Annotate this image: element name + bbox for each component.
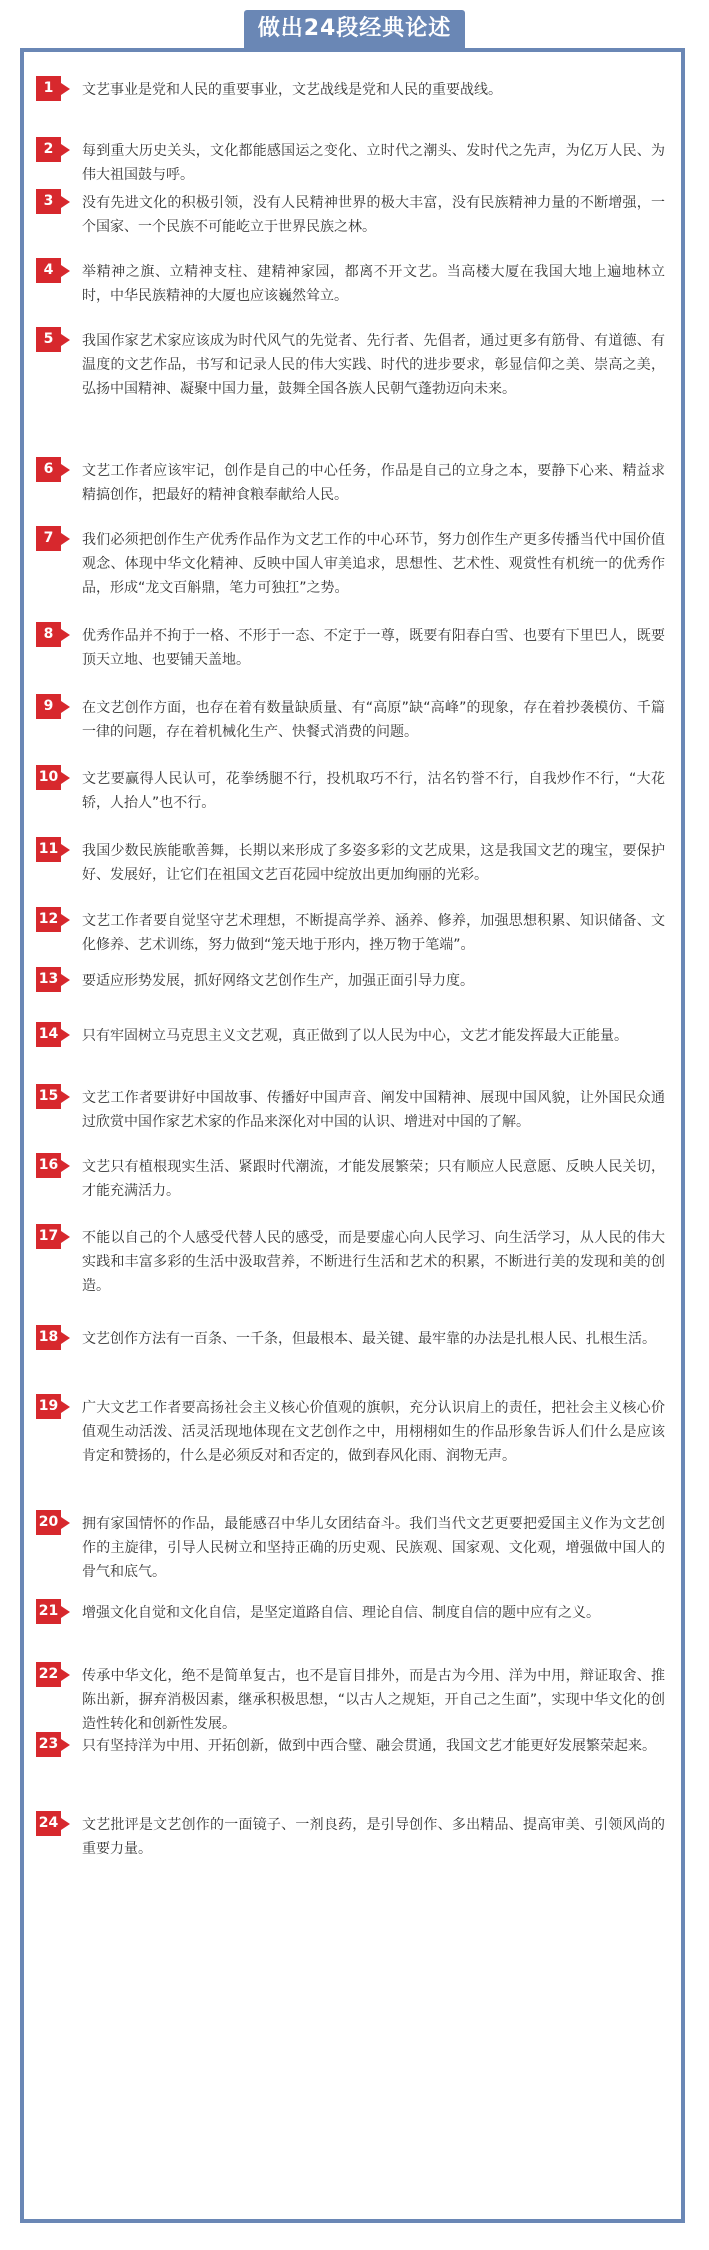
item-text: 我国作家艺术家应该成为时代风气的先觉者、先行者、先倡者，通过更多有筋骨、有道德、有温度的文艺作品，书写和记录人民的伟大实践、时代的进步要求，彰显信仰之美、崇高之美，弘扬中国精神、凝聚中国力量，鼓舞全国各族人民朝气蓬勃迈向未来。	[82, 333, 665, 397]
item-text: 我国少数民族能歌善舞，长期以来形成了多姿多彩的文艺成果，这是我国文艺的瑰宝，要保护好、发展好，让它们在祖国文艺百花园中绽放出更加绚丽的光彩。	[82, 843, 665, 883]
item-number-badge: 21	[36, 1599, 61, 1624]
item-number-badge: 5	[36, 327, 61, 352]
item-number-badge: 7	[36, 526, 61, 551]
item-number-badge: 9	[36, 694, 61, 719]
item-text: 在文艺创作方面，也存在着有数量缺质量、有“高原”缺“高峰”的现象，存在着抄袭模仿、千篇一律的问题，存在着机械化生产、快餐式消费的问题。	[82, 700, 665, 740]
item-number-badge: 20	[36, 1510, 61, 1535]
item-text: 文艺事业是党和人民的重要事业，文艺战线是党和人民的重要战线。	[82, 82, 502, 98]
item-text: 文艺创作方法有一百条、一千条，但最根本、最关键、最牢靠的办法是扎根人民、扎根生活。	[82, 1331, 656, 1347]
item-number-badge: 18	[36, 1325, 61, 1350]
item-number-badge: 4	[36, 258, 61, 283]
page-title: 做出24段经典论述	[244, 10, 465, 48]
item-text: 广大文艺工作者要高扬社会主义核心价值观的旗帜，充分认识肩上的责任，把社会主义核心价值观生动活泼、活灵活现地体现在文艺创作之中，用栩栩如生的作品形象告诉人们什么是应该肯定和赞扬的，什么是必须反对和否定的，做到春风化雨、润物无声。	[82, 1400, 665, 1464]
item-text: 不能以自己的个人感受代替人民的感受，而是要虚心向人民学习、向生活学习，从人民的伟大实践和丰富多彩的生活中汲取营养，不断进行生活和艺术的积累，不断进行美的发现和美的创造。	[82, 1230, 665, 1294]
item-text: 举精神之旗、立精神支柱、建精神家园，都离不开文艺。当高楼大厦在我国大地上遍地林立时，中华民族精神的大厦也应该巍然耸立。	[82, 264, 665, 304]
item-number-badge: 24	[36, 1811, 61, 1836]
item-number-badge: 13	[36, 967, 61, 992]
item-number-badge: 16	[36, 1153, 61, 1178]
item-text: 文艺批评是文艺创作的一面镜子、一剂良药，是引导创作、多出精品、提高审美、引领风尚的重要力量。	[82, 1817, 665, 1857]
item-text: 只有牢固树立马克思主义文艺观，真正做到了以人民为中心，文艺才能发挥最大正能量。	[82, 1028, 628, 1044]
item-number-badge: 6	[36, 457, 61, 482]
item-text: 要适应形势发展，抓好网络文艺创作生产，加强正面引导力度。	[82, 973, 474, 989]
item-number-badge: 19	[36, 1394, 61, 1419]
item-text: 拥有家国情怀的作品，最能感召中华儿女团结奋斗。我们当代文艺更要把爱国主义作为文艺创作的主旋律，引导人民树立和坚持正确的历史观、民族观、国家观、文化观，增强做中国人的骨气和底气。	[82, 1516, 665, 1580]
item-number-badge: 8	[36, 622, 61, 647]
item-text: 传承中华文化，绝不是简单复古，也不是盲目排外，而是古为今用、洋为中用，辩证取舍、推陈出新，摒弃消极因素，继承积极思想，“以古人之规矩，开自己之生面”，实现中华文化的创造性转化和创新性发展。	[82, 1668, 665, 1732]
item-text: 文艺工作者应该牢记，创作是自己的中心任务，作品是自己的立身之本，要静下心来、精益求精搞创作，把最好的精神食粮奉献给人民。	[82, 463, 665, 503]
item-number-badge: 12	[36, 907, 61, 932]
item-text: 增强文化自觉和文化自信，是坚定道路自信、理论自信、制度自信的题中应有之义。	[82, 1605, 600, 1621]
item-text: 文艺工作者要讲好中国故事、传播好中国声音、阐发中国精神、展现中国风貌，让外国民众通过欣赏中国作家艺术家的作品来深化对中国的认识、增进对中国的了解。	[82, 1090, 665, 1130]
item-text: 文艺只有植根现实生活、紧跟时代潮流，才能发展繁荣；只有顺应人民意愿、反映人民关切，才能充满活力。	[82, 1159, 665, 1199]
item-text: 优秀作品并不拘于一格、不形于一态、不定于一尊，既要有阳春白雪、也要有下里巴人，既要顶天立地、也要铺天盖地。	[82, 628, 665, 668]
item-text: 每到重大历史关头，文化都能感国运之变化、立时代之潮头、发时代之先声，为亿万人民、为伟大祖国鼓与呼。	[82, 143, 665, 183]
item-number-badge: 15	[36, 1084, 61, 1109]
content-frame	[20, 48, 685, 2223]
item-text: 文艺要赢得人民认可，花拳绣腿不行，投机取巧不行，沽名钓誉不行，自我炒作不行，“大花轿，人抬人”也不行。	[82, 771, 665, 811]
item-number-badge: 11	[36, 837, 61, 862]
item-number-badge: 1	[36, 76, 61, 101]
item-text: 没有先进文化的积极引领，没有人民精神世界的极大丰富，没有民族精神力量的不断增强，一个国家、一个民族不可能屹立于世界民族之林。	[82, 195, 665, 235]
item-number-badge: 23	[36, 1732, 61, 1757]
item-number-badge: 17	[36, 1224, 61, 1249]
item-number-badge: 22	[36, 1662, 61, 1687]
item-number-badge: 14	[36, 1022, 61, 1047]
item-number-badge: 3	[36, 189, 61, 214]
item-number-badge: 2	[36, 137, 61, 162]
item-number-badge: 10	[36, 765, 61, 790]
item-text: 我们必须把创作生产优秀作品作为文艺工作的中心环节，努力创作生产更多传播当代中国价值观念、体现中华文化精神、反映中国人审美追求，思想性、艺术性、观赏性有机统一的优秀作品，形成“龙文百斛鼎，笔力可独扛”之势。	[82, 532, 665, 596]
item-text: 只有坚持洋为中用、开拓创新，做到中西合璧、融会贯通，我国文艺才能更好发展繁荣起来。	[82, 1738, 656, 1754]
item-text: 文艺工作者要自觉坚守艺术理想，不断提高学养、涵养、修养，加强思想积累、知识储备、文化修养、艺术训练，努力做到“笼天地于形内，挫万物于笔端”。	[82, 913, 665, 953]
